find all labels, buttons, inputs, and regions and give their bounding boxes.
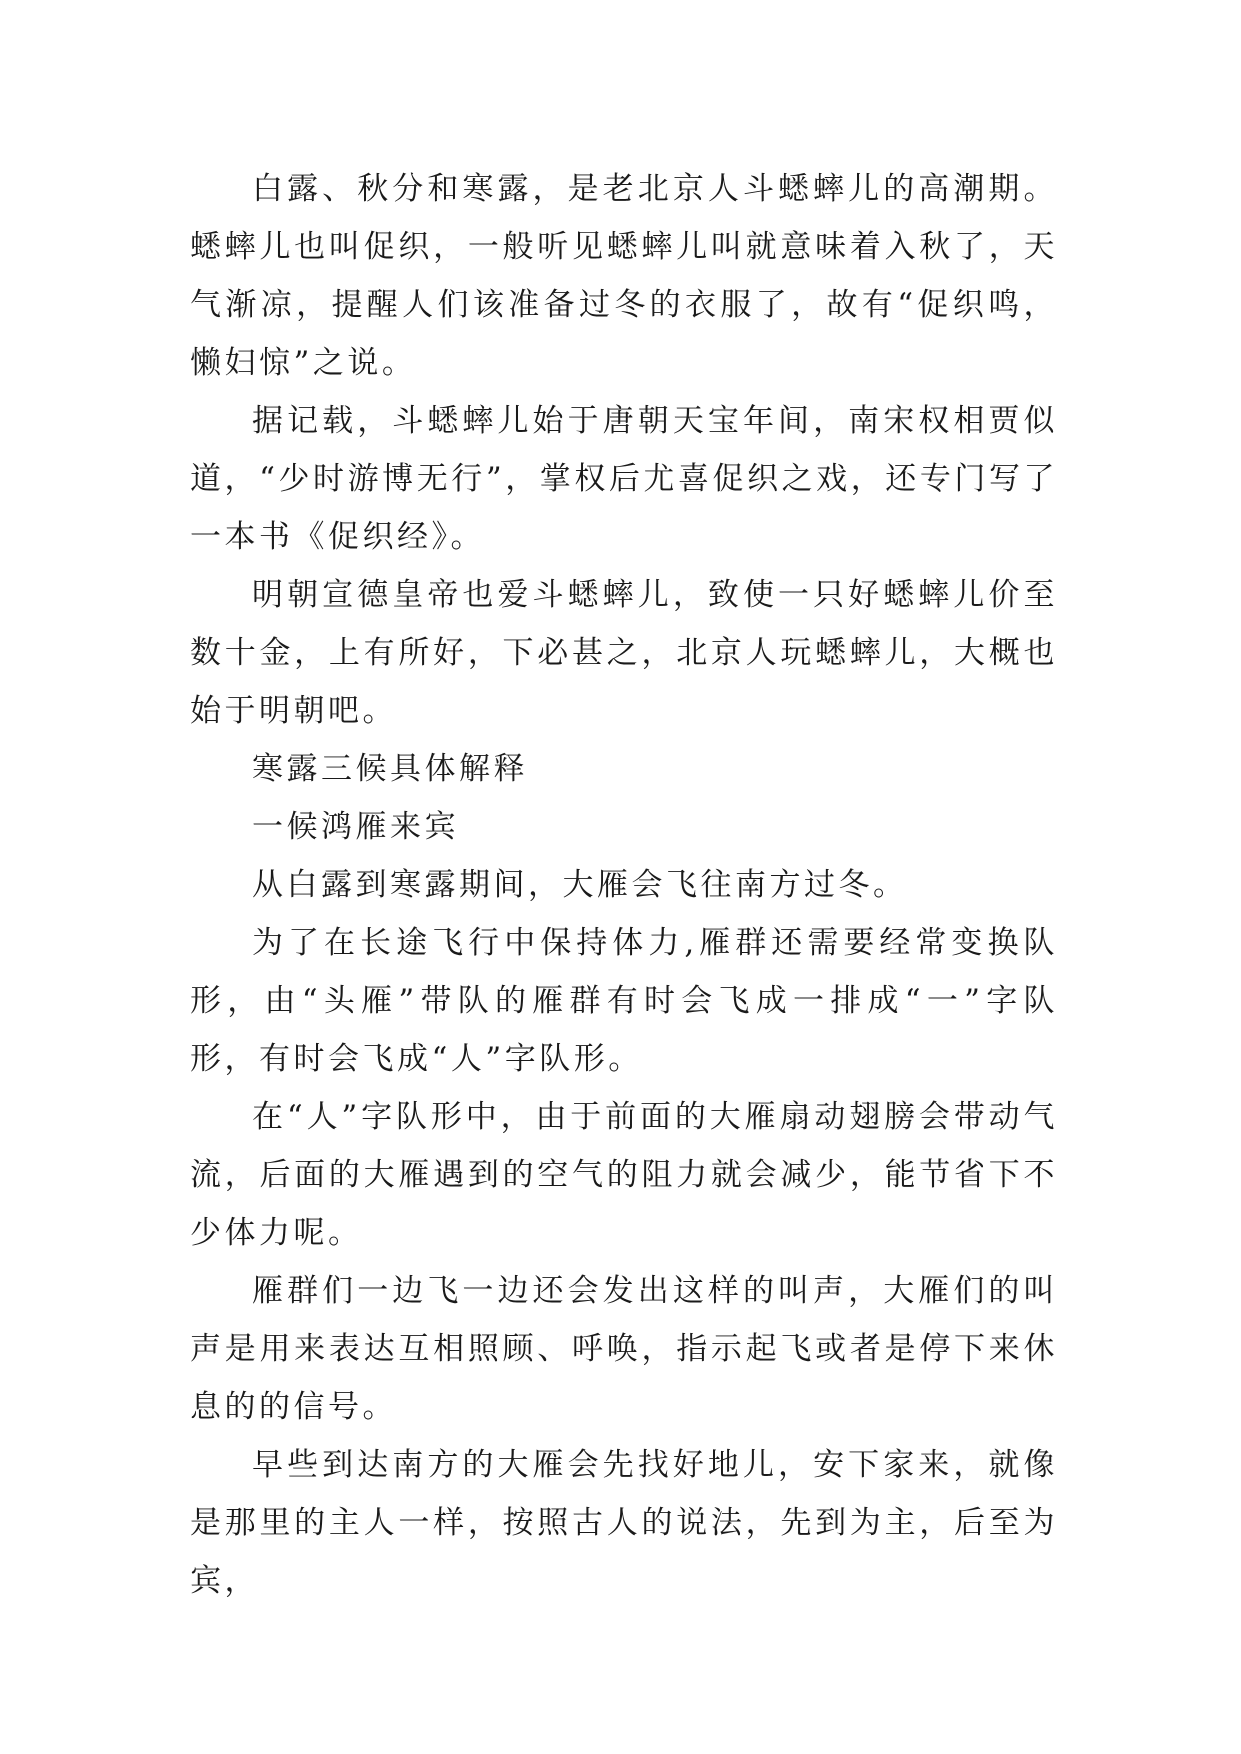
paragraph-cricket-season: 白露、秋分和寒露，是老北京人斗蟋蟀儿的高潮期。蟋蟀儿也叫促织，一般听见蟋蟀儿叫就意味着入秋了，天气渐凉，提醒人们该准备过冬的衣服了，故有“促织鸣，懒妇惊”之说。 [190,171,1058,381]
paragraph-cricket-history: 据记载，斗蟋蟀儿始于唐朝天宝年间，南宋权相贾似道，“少时游博无行”，掌权后尤喜促织之戏，还专门写了一本书《促织经》。 [190,403,1058,555]
paragraph-geese-migration: 从白露到寒露期间，大雁会飞往南方过冬。 [252,867,908,903]
document-body [190,160,1058,1610]
paragraph-v-formation: 在“人”字队形中，由于前面的大雁扇动翅膀会带动气流，后面的大雁遇到的空气的阻力就会减少，能节省下不少体力呢。 [190,1099,1058,1251]
subheading-first-phenology: 一候鸿雁来宾 [252,809,459,845]
paragraph-geese-hosts: 早些到达南方的大雁会先找好地儿，安下家来，就像是那里的主人一样，按照古人的说法，先到为主，后至为宾， [190,1447,1058,1599]
section-heading-three-phenology: 寒露三候具体解释 [252,751,528,787]
paragraph-geese-calls: 雁群们一边飞一边还会发出这样的叫声，大雁们的叫声是用来表达互相照顾、呼唤，指示起飞或者是停下来休息的的信号。 [190,1273,1058,1425]
paragraph-ming-dynasty: 明朝宣德皇帝也爱斗蟋蟀儿，致使一只好蟋蟀儿价至数十金，上有所好，下必甚之，北京人玩蟋蟀儿，大概也始于明朝吧。 [190,577,1058,729]
paragraph-geese-formation: 为了在长途飞行中保持体力,雁群还需要经常变换队形，由“头雁”带队的雁群有时会飞成一排成“一”字队形，有时会飞成“人”字队形。 [190,925,1058,1077]
